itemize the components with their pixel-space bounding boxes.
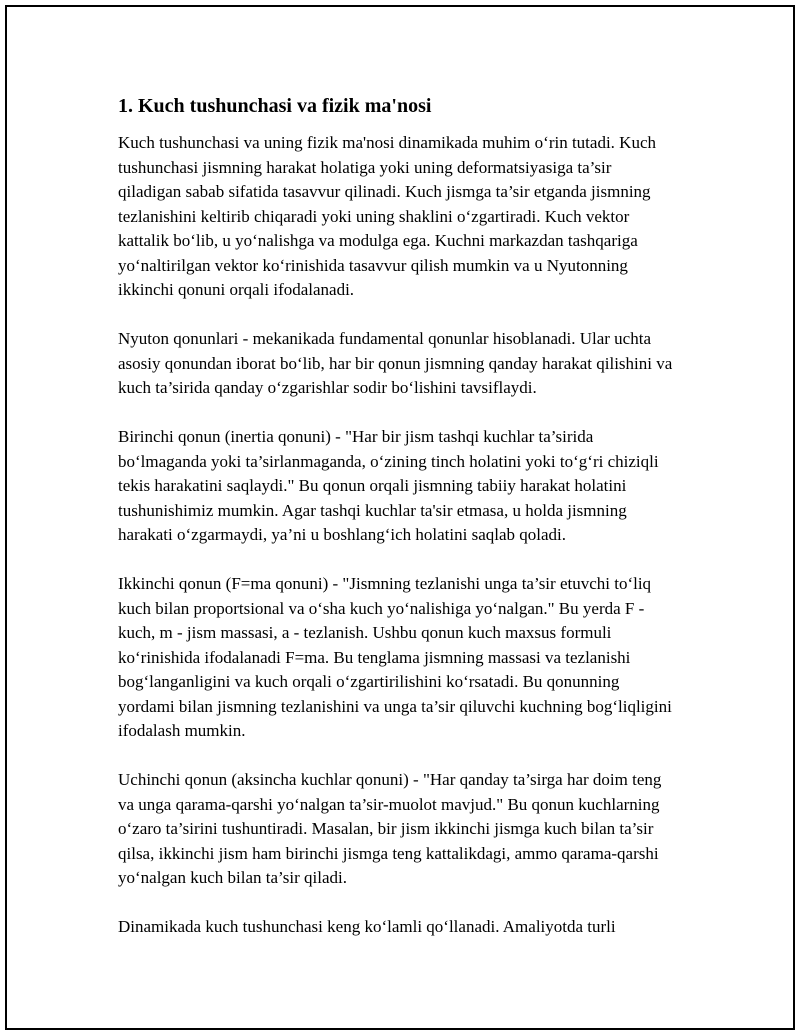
paragraph-dynamics-application: Dinamikada kuch tushunchasi keng ko‘lamli qo‘llanadi. Amaliyotda turli [118,917,616,936]
section-heading: 1. Kuch tushunchasi va fizik ma'nosi [118,95,432,117]
paragraph-force-concept: Kuch tushunchasi va uning fizik ma'nosi dinamikada muhim o‘rin tutadi. Kuch tushunchasi jismning harakat holatiga yoki uning deformatsiyasiga ta’sir qiladigan sabab sifatida tasavvur qilinadi. Kuch jismga ta’sir etganda jismning tezlanishini keltirib chiqaradi yoki uning shaklini o‘zgartiradi. Kuch vektor kattalik bo‘lib, u yo‘nalishga va modulga ega. Kuchni markazdan tashqariga yo‘naltirilgan vektor ko‘rinishida tasavvur qilish mumkin va u Nyutonning ikkinchi qonuni orqali ifodalanadi. [118,133,656,299]
paragraph-first-law: Birinchi qonun (inertia qonuni) - "Har bir jism tashqi kuchlar ta’sirida bo‘lmaganda yoki ta’sirlanmaganda, o‘zining tinch holatini yoki to‘g‘ri chiziqli tekis harakatini saqlaydi." Bu qonun orqali jismning tabiiy harakat holatini tushunishimiz mumkin. Agar tashqi kuchlar ta'sir etmasa, u holda jismning harakati o‘zgarmaydi, ya’ni u boshlang‘ich holatini saqlab qoladi. [118,427,659,544]
paragraph-second-law: Ikkinchi qonun (F=ma qonuni) - "Jismning tezlanishi unga ta’sir etuvchi to‘liq kuch bilan proportsional va o‘sha kuch yo‘nalishiga yo‘nalgan." Bu yerda F - kuch, m - jism massasi, a - tezlanish. Ushbu qonun kuch maxsus formuli ko‘rinishida ifodalanadi F=ma. Bu tenglama jismning massasi va tezlanishi bog‘langanligini va kuch orqali o‘zgartirilishini ko‘rsatadi. Bu qonunning yordami bilan jismning tezlanishini va unga ta’sir qiluvchi kuchning bog‘liqligini ifodalash mumkin. [118,574,672,740]
paragraph-third-law: Uchinchi qonun (aksincha kuchlar qonuni) - "Har qanday ta’sirga har doim teng va unga qarama-qarshi yo‘nalgan ta’sir-muolot mavjud." Bu qonun kuchlarning o‘zaro ta’sirini tushuntiradi. Masalan, bir jism ikkinchi jismga kuch bilan ta’sir qilsa, ikkinchi jism ham birinchi jismga teng kattalikdagi, ammo qarama-qarshi yo‘nalgan kuch bilan ta’sir qiladi. [118,770,662,887]
paragraph-newton-laws: Nyuton qonunlari - mekanikada fundamental qonunlar hisoblanadi. Ular uchta asosiy qonundan iborat bo‘lib, har bir qonun jismning qanday harakat qilishini va kuch ta’sirida qanday o‘zgarishlar sodir bo‘lishini tavsiflaydi. [118,329,673,397]
document-body [118,92,678,964]
